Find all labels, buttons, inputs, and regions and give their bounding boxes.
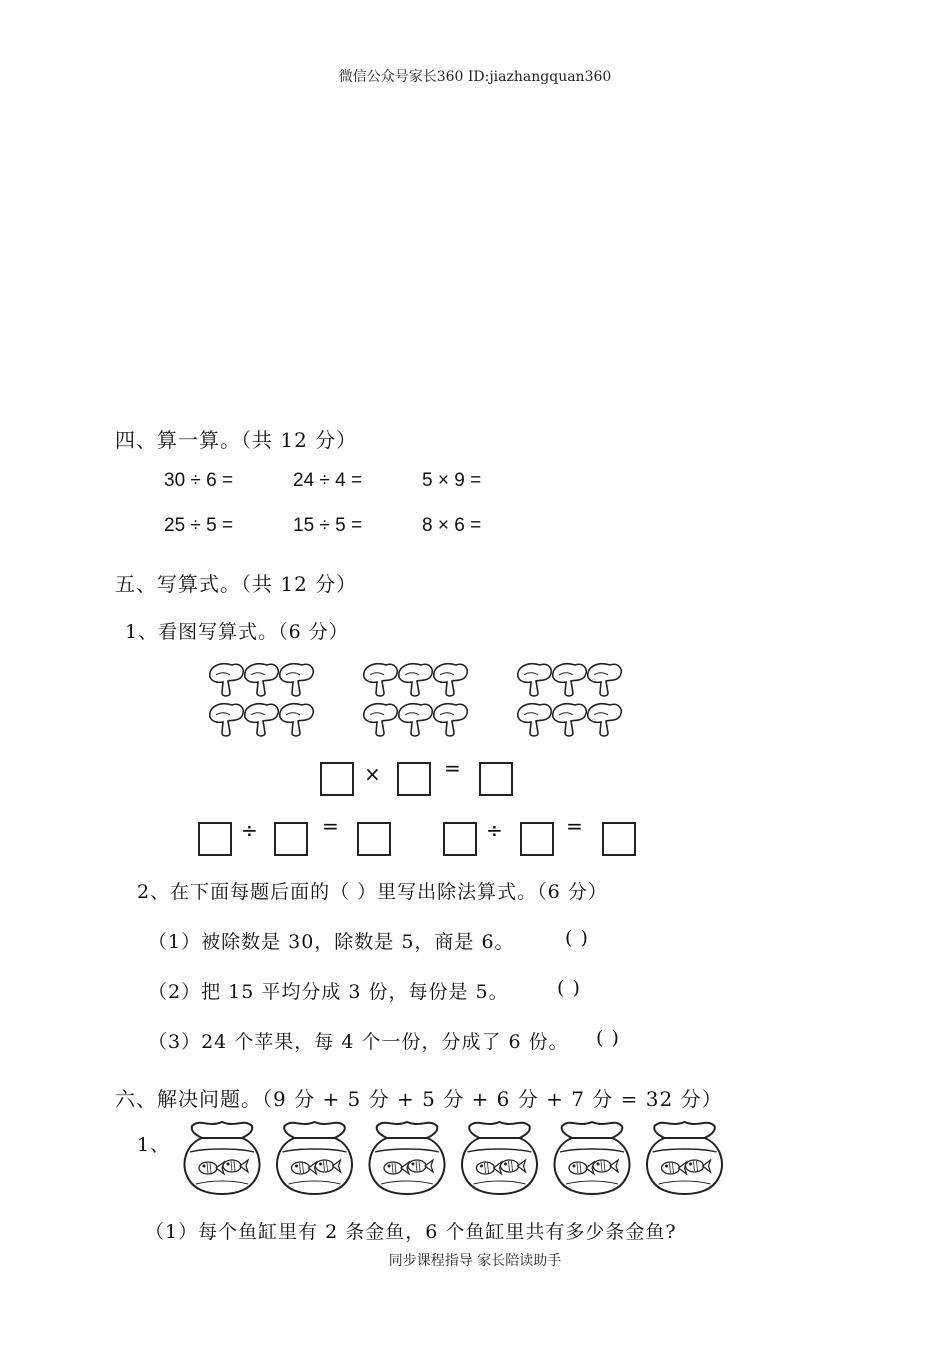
answer-box[interactable] bbox=[602, 822, 636, 856]
question-5-2-item: （3）24 个苹果，每 4 个一份，分成了 6 份。 bbox=[148, 1031, 569, 1053]
question-5-2-item: （1）被除数是 30，除数是 5，商是 6。 bbox=[148, 931, 515, 953]
mushroom-icon bbox=[364, 704, 397, 736]
section-5-heading: 五、写算式。 bbox=[115, 572, 241, 596]
page-header: 微信公众号家长360 ID:jiazhangquan360 bbox=[338, 69, 612, 85]
mushroom-icon bbox=[399, 664, 432, 696]
section-6-score: （9 分 + 5 分 + 5 分 + 6 分 + 7 分 = 32 分） bbox=[262, 1087, 723, 1111]
calc-problem: 5 × 9 = bbox=[422, 470, 482, 491]
equals-sign: = bbox=[566, 814, 583, 838]
answer-blank[interactable]: ( ) bbox=[596, 1027, 620, 1049]
answer-blank[interactable]: ( ) bbox=[565, 927, 589, 949]
calc-problem: 30 ÷ 6 = bbox=[164, 470, 234, 491]
calc-problem: 24 ÷ 4 = bbox=[293, 470, 363, 491]
mushroom-icon bbox=[518, 704, 551, 736]
question-6-1-1: （1）每个鱼缸里有 2 条金鱼，6 个鱼缸里共有多少条金鱼? bbox=[145, 1221, 677, 1243]
answer-box[interactable] bbox=[397, 762, 431, 796]
answer-box[interactable] bbox=[320, 762, 354, 796]
answer-box[interactable] bbox=[357, 822, 391, 856]
section-6-heading: 六、解决问题。 bbox=[115, 1087, 262, 1111]
divide-sign: ÷ bbox=[241, 818, 258, 842]
section-5-title bbox=[115, 568, 357, 597]
mushroom-icon bbox=[434, 664, 467, 696]
mushroom-icon bbox=[364, 664, 397, 696]
fishbowl-picture bbox=[0, 1118, 950, 1198]
mushroom-icon bbox=[280, 704, 313, 736]
question-6-1-label: 1、 bbox=[137, 1134, 171, 1156]
mushroom-icon bbox=[210, 704, 243, 736]
mushroom-icon bbox=[553, 664, 586, 696]
question-5-1-label: 1、看图写算式。（6 分） bbox=[125, 621, 349, 643]
section-4-title bbox=[115, 424, 357, 453]
multiply-sign: × bbox=[364, 762, 381, 786]
answer-box[interactable] bbox=[198, 822, 232, 856]
mushroom-icon bbox=[399, 704, 432, 736]
mushroom-icon bbox=[245, 704, 278, 736]
mushroom-icon bbox=[553, 704, 586, 736]
fishbowl-icon bbox=[647, 1122, 722, 1194]
section-6-title bbox=[115, 1083, 723, 1112]
section-4-score: （共 12 分） bbox=[241, 428, 358, 452]
question-5-2-item: （2）把 15 平均分成 3 份，每份是 5。 bbox=[148, 981, 509, 1003]
fishbowl-icon bbox=[554, 1122, 629, 1194]
mushroom-icon bbox=[280, 664, 313, 696]
mushroom-icon bbox=[434, 704, 467, 736]
answer-box[interactable] bbox=[274, 822, 308, 856]
mushroom-icon bbox=[518, 664, 551, 696]
answer-blank[interactable]: ( ) bbox=[557, 977, 581, 999]
section-4-heading: 四、算一算。 bbox=[115, 428, 241, 452]
mushroom-icon bbox=[588, 664, 621, 696]
page-footer: 同步课程指导 家长陪读助手 bbox=[388, 1253, 562, 1269]
fishbowl-icon bbox=[277, 1122, 352, 1194]
fishbowl-icon bbox=[184, 1122, 259, 1194]
calc-problem: 25 ÷ 5 = bbox=[164, 515, 234, 536]
section-5-score: （共 12 分） bbox=[241, 572, 358, 596]
answer-box[interactable] bbox=[479, 762, 513, 796]
answer-box[interactable] bbox=[443, 822, 477, 856]
mushroom-icon bbox=[245, 664, 278, 696]
calc-problem: 15 ÷ 5 = bbox=[293, 515, 363, 536]
mushroom-icon bbox=[588, 704, 621, 736]
answer-box[interactable] bbox=[520, 822, 554, 856]
equals-sign: = bbox=[444, 756, 461, 780]
equals-sign: = bbox=[322, 814, 339, 838]
calc-problem: 8 × 6 = bbox=[422, 515, 482, 536]
question-5-2-label: 2、在下面每题后面的（ ）里写出除法算式。（6 分） bbox=[137, 881, 608, 903]
mushroom-picture bbox=[0, 655, 950, 755]
divide-sign: ÷ bbox=[486, 818, 503, 842]
fishbowl-icon bbox=[462, 1122, 537, 1194]
fishbowl-icon bbox=[369, 1122, 444, 1194]
mushroom-icon bbox=[210, 664, 243, 696]
